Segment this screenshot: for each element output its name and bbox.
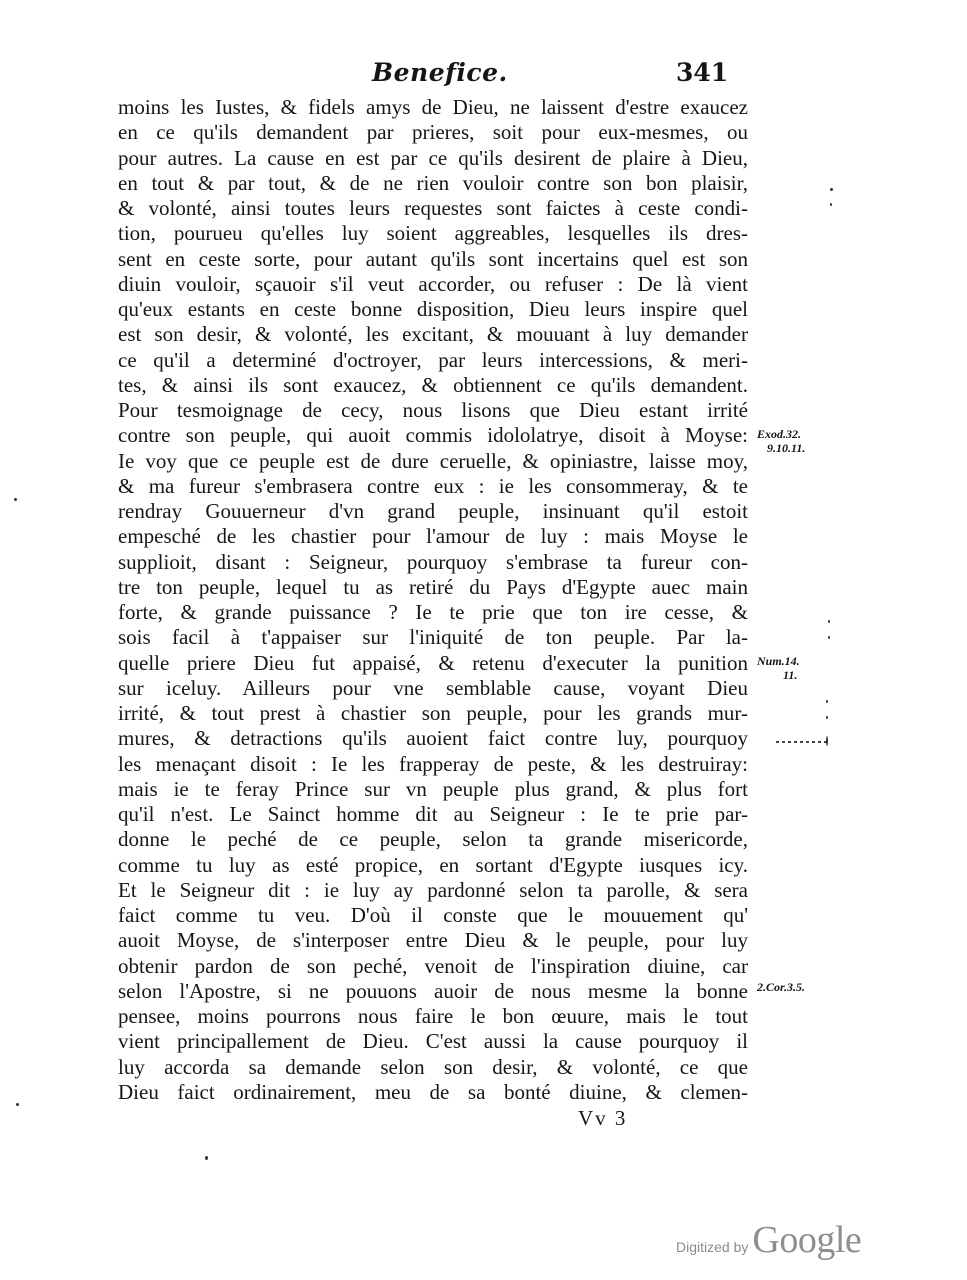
text-line: moins les Iustes, & fidels amys de Dieu, ne laissent d'estre exaucez [118, 95, 748, 119]
body-text [118, 95, 748, 1105]
text-line: rendray Gouuerneur d'vn grand peuple, insinuant qu'il estoit [118, 499, 748, 523]
text-line: sois facil à t'appaiser sur l'iniquité de ton peuple. Par la- [118, 625, 748, 650]
margin-note-num [757, 654, 800, 682]
text-line: selon l'Apostre, si ne pouuons auoir de nous mesme la bonne [118, 978, 748, 1003]
text-line: pour autres. La cause en est par ce qu'ils desirent de plaire à Dieu, [118, 145, 748, 170]
scan-speck [14, 498, 17, 501]
page-number: 341 [676, 58, 729, 87]
text-line: luy accorda sa demande selon son desir, & volonté, ce que [118, 1054, 748, 1079]
digitized-watermark [676, 1218, 862, 1261]
text-line: qu'eux estants en ceste bonne disposition, Dieu leurs inspire quel [118, 297, 748, 321]
text-line: sent en ceste sorte, pour autant qu'ils sont incertains quel est son [118, 246, 748, 271]
google-logo: Google [752, 1219, 862, 1261]
margin-note-line: 2.Cor.3.5. [757, 980, 806, 994]
scan-speck [828, 636, 830, 639]
scan-speck [826, 700, 828, 703]
text-line: vient principallement de Dieu. C'est aussi la cause pourquoy il [118, 1029, 748, 1054]
scan-speck [205, 1156, 208, 1160]
scan-speck [830, 188, 833, 191]
scan-speck [830, 203, 832, 206]
margin-note-line: Num.14. [757, 654, 800, 668]
text-line: irrité, & tout prest à chastier son peuple, pour les grands mur- [118, 701, 748, 725]
text-line: auoit Moyse, de s'interposer entre Dieu & le peuple, pour luy [118, 928, 748, 953]
text-line: mais ie te feray Prince sur vn peuple plus grand, & plus fort [118, 776, 748, 801]
text-line: mures, & detractions qu'ils auoient faict contre luy, pourquoy [118, 726, 748, 751]
text-line: diuin vouloir, sçauoir s'il veut accorder, ou refuser : De là vient [118, 271, 748, 296]
text-line: tre ton peuple, lequel tu as retiré du Pays d'Egypte auec main [118, 574, 748, 599]
text-line: en ce qu'ils demandent par prieres, soit pour eux-mesmes, ou [118, 120, 748, 145]
text-line: supplioit, disant : Seigneur, pourquoy s'embrase ta fureur con- [118, 549, 748, 574]
text-line: faict comme tu veu. D'où il conste que le mouuement qu' [118, 903, 748, 927]
text-line: & ma fureur s'embrasera contre eux : ie les consommeray, & te [118, 473, 748, 498]
scan-speck [826, 716, 828, 719]
margin-note-exod [757, 427, 805, 455]
text-line: Pour tesmoignage de cecy, nous lisons que Dieu estant irrité [118, 398, 748, 422]
text-line: en tout & par tout, & de ne rien vouloir contre son bon plaisir, [118, 170, 748, 195]
text-line: quelle priere Dieu fut appaisé, & retenu d'executer la punition [118, 650, 748, 675]
text-line: tion, pourueu qu'elles luy soient aggreables, lesquelles ils dres- [118, 221, 748, 246]
margin-note-line: 11. [783, 668, 798, 682]
scan-speck [826, 736, 828, 746]
margin-note-cor [757, 980, 805, 994]
text-line: pensee, moins pourrons nous faire le bon œuure, mais le tout [118, 1004, 748, 1028]
text-line: & volonté, ainsi toutes leurs requestes sont faictes à ceste condi- [118, 196, 748, 220]
text-line: ce qu'il a determiné d'octroyer, par leurs intercessions, & meri- [118, 347, 748, 372]
text-line: forte, & grande puissance ? Ie te prie que ton ire cesse, & [118, 600, 748, 624]
text-line: qu'il n'est. Le Sainct homme dit au Seigneur : Ie te prie par- [118, 802, 748, 826]
text-line: sur iceluy. Ailleurs pour vne semblable cause, voyant Dieu [118, 675, 748, 700]
watermark-prefix: Digitized by [676, 1239, 749, 1255]
text-line: tes, & ainsi ils sont exaucez, & obtiennent ce qu'ils demandent. [118, 372, 748, 397]
signature-mark: Vv 3 [578, 1106, 628, 1130]
text-line: contre son peuple, qui auoit commis idololatrye, disoit à Moyse: [118, 423, 748, 448]
text-line: comme tu luy as esté propice, en sortant d'Egypte iusques icy. [118, 852, 748, 877]
text-line: les menaçant disoit : Ie les frapperay de peste, & les destruiray: [118, 751, 748, 776]
running-head: Benefice. [372, 58, 508, 87]
text-line: donne le peché de ce peuple, selon ta grande misericorde, [118, 827, 748, 852]
text-line: Dieu faict ordinairement, meu de sa bonté diuine, & clemen- [118, 1079, 748, 1104]
scan-speck [16, 1103, 19, 1106]
text-line: obtenir pardon de son peché, venoit de l'inspiration diuine, car [118, 953, 748, 978]
text-line: Et le Seigneur dit : ie luy ay pardonné selon ta parolle, & sera [118, 877, 748, 902]
margin-note-line: 9.10.11. [767, 441, 806, 455]
margin-note-line: Exod.32. [757, 427, 802, 441]
text-line: Ie voy que ce peuple est de dure ceruelle, & opiniastre, laisse moy, [118, 448, 748, 473]
text-line: empesché de les chastier pour l'amour de luy : mais Moyse le [118, 524, 748, 549]
text-line: est son desir, & volonté, les excitant, & mouuant à luy demander [118, 322, 748, 347]
scan-mark [776, 741, 826, 743]
scan-speck [828, 620, 830, 623]
